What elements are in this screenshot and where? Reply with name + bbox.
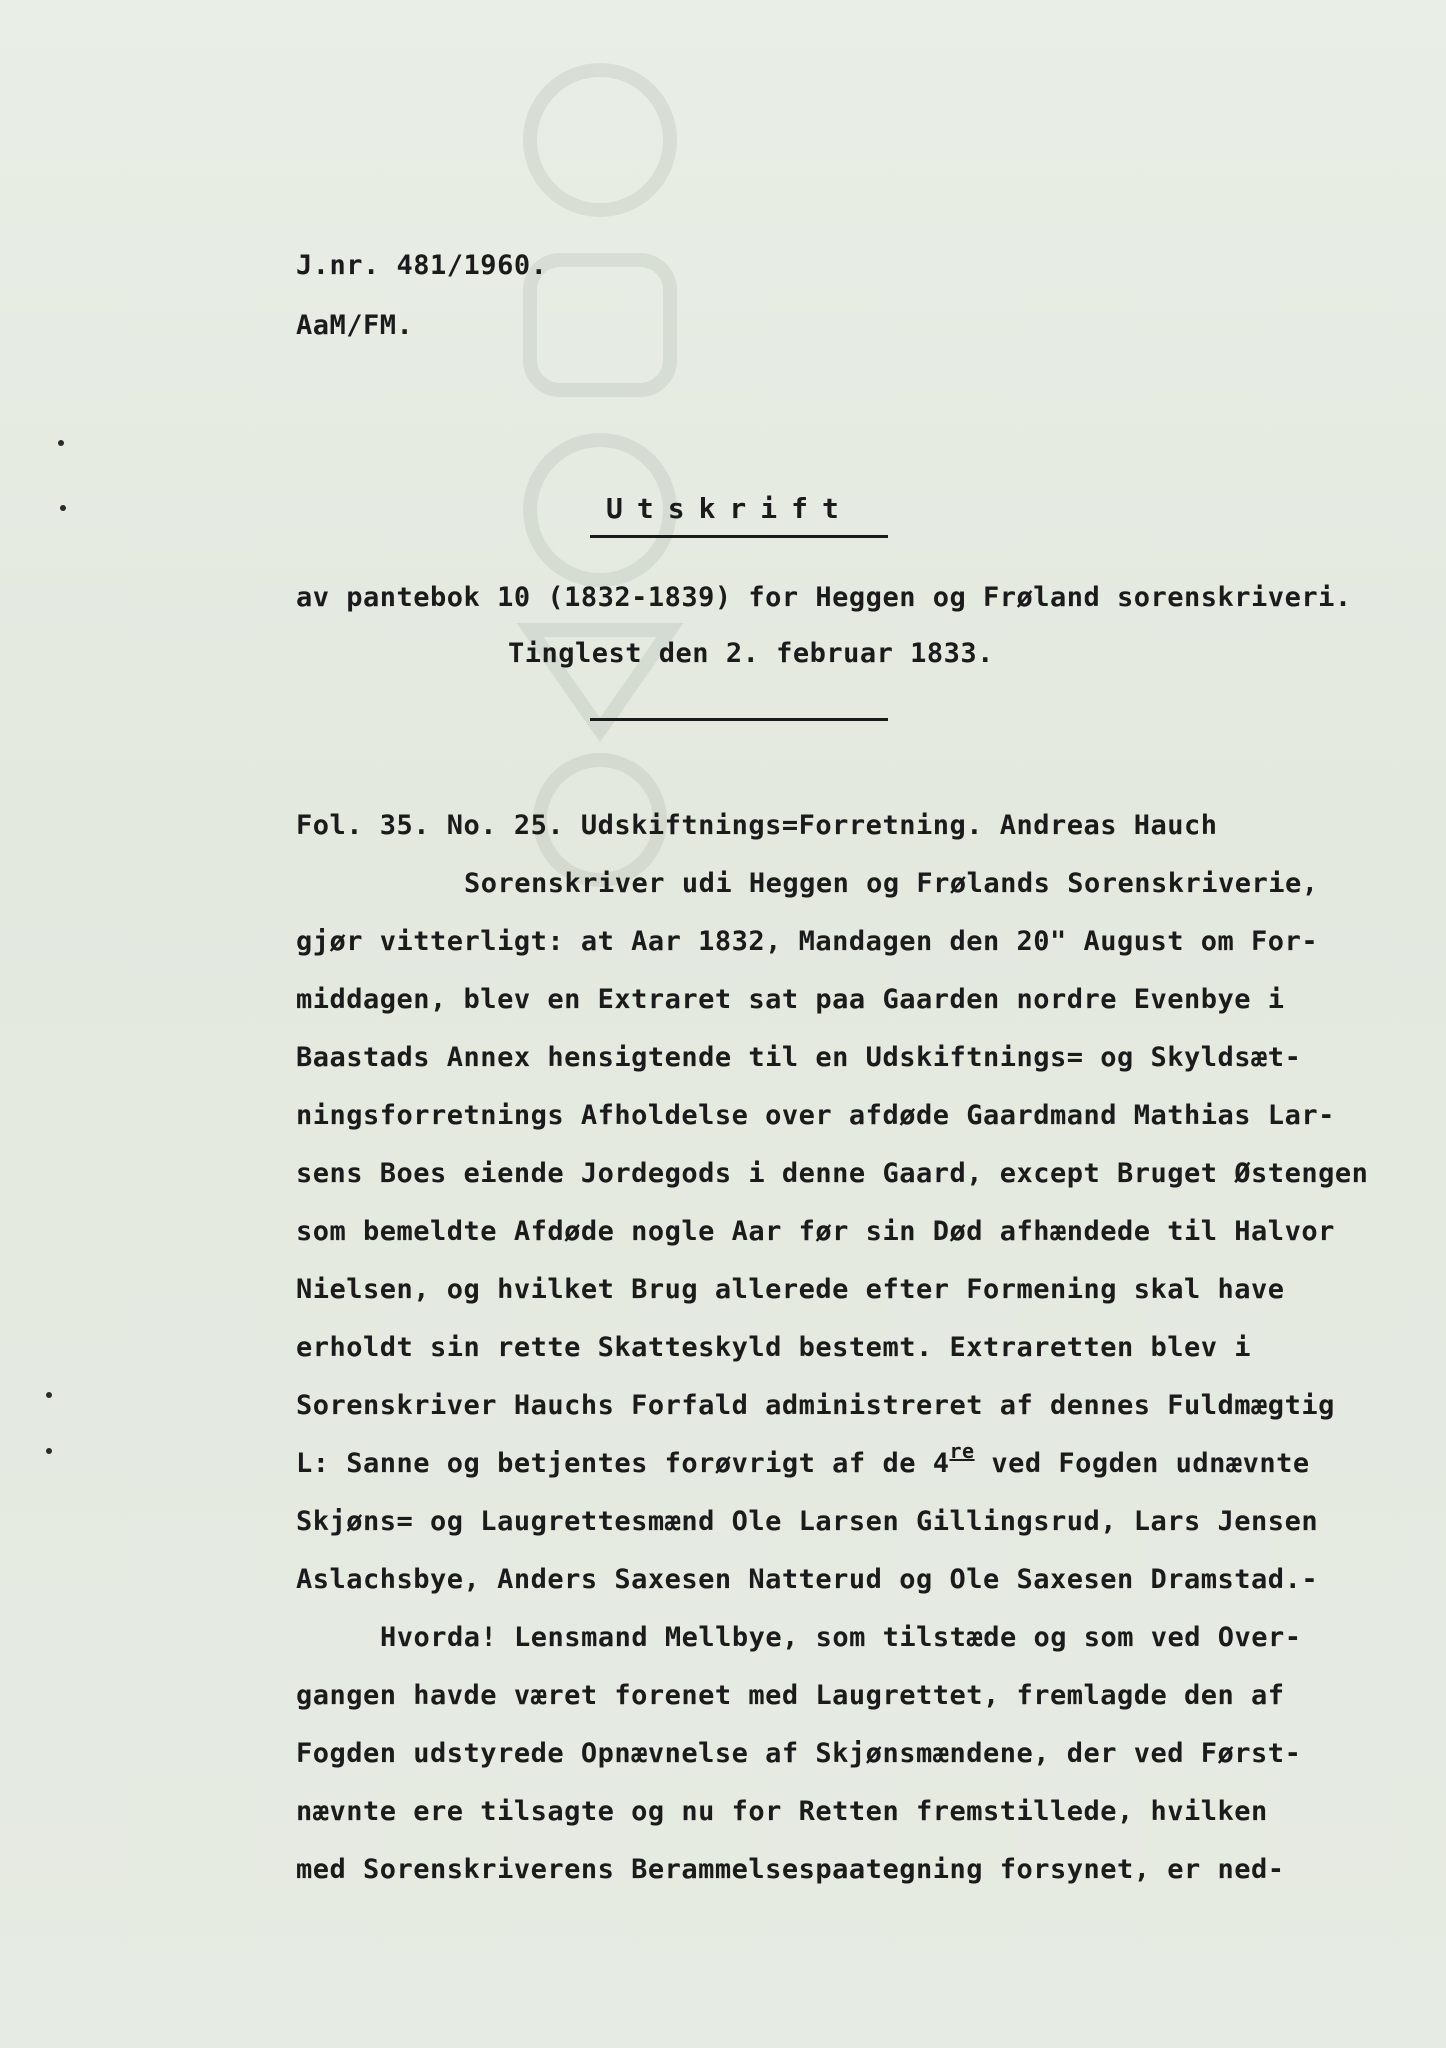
superscript: re (949, 1439, 975, 1463)
initials: AaM/FM. (296, 310, 414, 341)
body-line: som bemeldte Afdøde nogle Aar før sin Død afhændede til Halvor (296, 1216, 1335, 1247)
watermark-stamp (410, 30, 790, 910)
subtitle-line-1: av pantebok 10 (1832-1839) for Heggen og Frøland sorenskriveri. (296, 582, 1352, 613)
body-text: ved Fogden udnævnte (974, 1448, 1310, 1479)
body-line: middagen, blev en Extraret sat paa Gaarden nordre Evenbye i (296, 984, 1285, 1015)
body-line: Skjøns= og Laugrettesmænd Ole Larsen Gillingsrud, Lars Jensen (296, 1506, 1319, 1537)
body-line: Baastads Annex hensigtende til en Udskiftnings= og Skyldsæt- (296, 1042, 1302, 1073)
section-divider (590, 718, 888, 721)
margin-mark (60, 505, 66, 511)
body-line: sens Boes eiende Jordegods i denne Gaard, except Bruget Østengen (296, 1158, 1369, 1189)
title-underline (590, 535, 888, 538)
body-line: med Sorenskriverens Berammelsespaategning forsynet, er ned- (296, 1854, 1285, 1885)
body-line: nævnte ere tilsagte og nu for Retten fremstillede, hvilken (296, 1796, 1268, 1827)
body-text: L: Sanne og betjentes forøvrigt af de 4 (296, 1448, 950, 1479)
body-line: Fol. 35. No. 25. Udskiftnings=Forretning. Andreas Hauch (296, 810, 1218, 841)
body-line: Nielsen, og hvilket Brug allerede efter Formening skal have (296, 1274, 1285, 1305)
body-line: Sorenskriver Hauchs Forfald administreret af dennes Fuldmægtig (296, 1390, 1335, 1421)
body-line: Sorenskriver udi Heggen og Frølands Sorenskriverie, (464, 868, 1319, 899)
body-line (296, 1439, 1310, 1479)
body-line: Hvorda! Lensmand Mellbye, som tilstæde og som ved Over- (380, 1622, 1302, 1653)
subtitle-line-2: Tinglest den 2. februar 1833. (508, 638, 994, 669)
document-title: Utskrift (606, 492, 853, 525)
body-line: gangen havde været forenet med Laugrettet, fremlagde den af (296, 1680, 1285, 1711)
margin-mark (46, 1392, 52, 1398)
body-line: ningsforretnings Afholdelse over afdøde Gaardmand Mathias Lar- (296, 1100, 1335, 1131)
margin-mark (46, 1448, 52, 1454)
body-line: Aslachsbye, Anders Saxesen Natterud og Ole Saxesen Dramstad.- (296, 1564, 1319, 1595)
body-line: Fogden udstyrede Opnævnelse af Skjønsmændene, der ved Først- (296, 1738, 1302, 1769)
journal-number: J.nr. 481/1960. (296, 250, 548, 281)
margin-mark (58, 440, 64, 446)
body-line: erholdt sin rette Skatteskyld bestemt. Extraretten blev i (296, 1332, 1252, 1363)
body-line: gjør vitterligt: at Aar 1832, Mandagen den 20" August om For- (296, 926, 1319, 957)
